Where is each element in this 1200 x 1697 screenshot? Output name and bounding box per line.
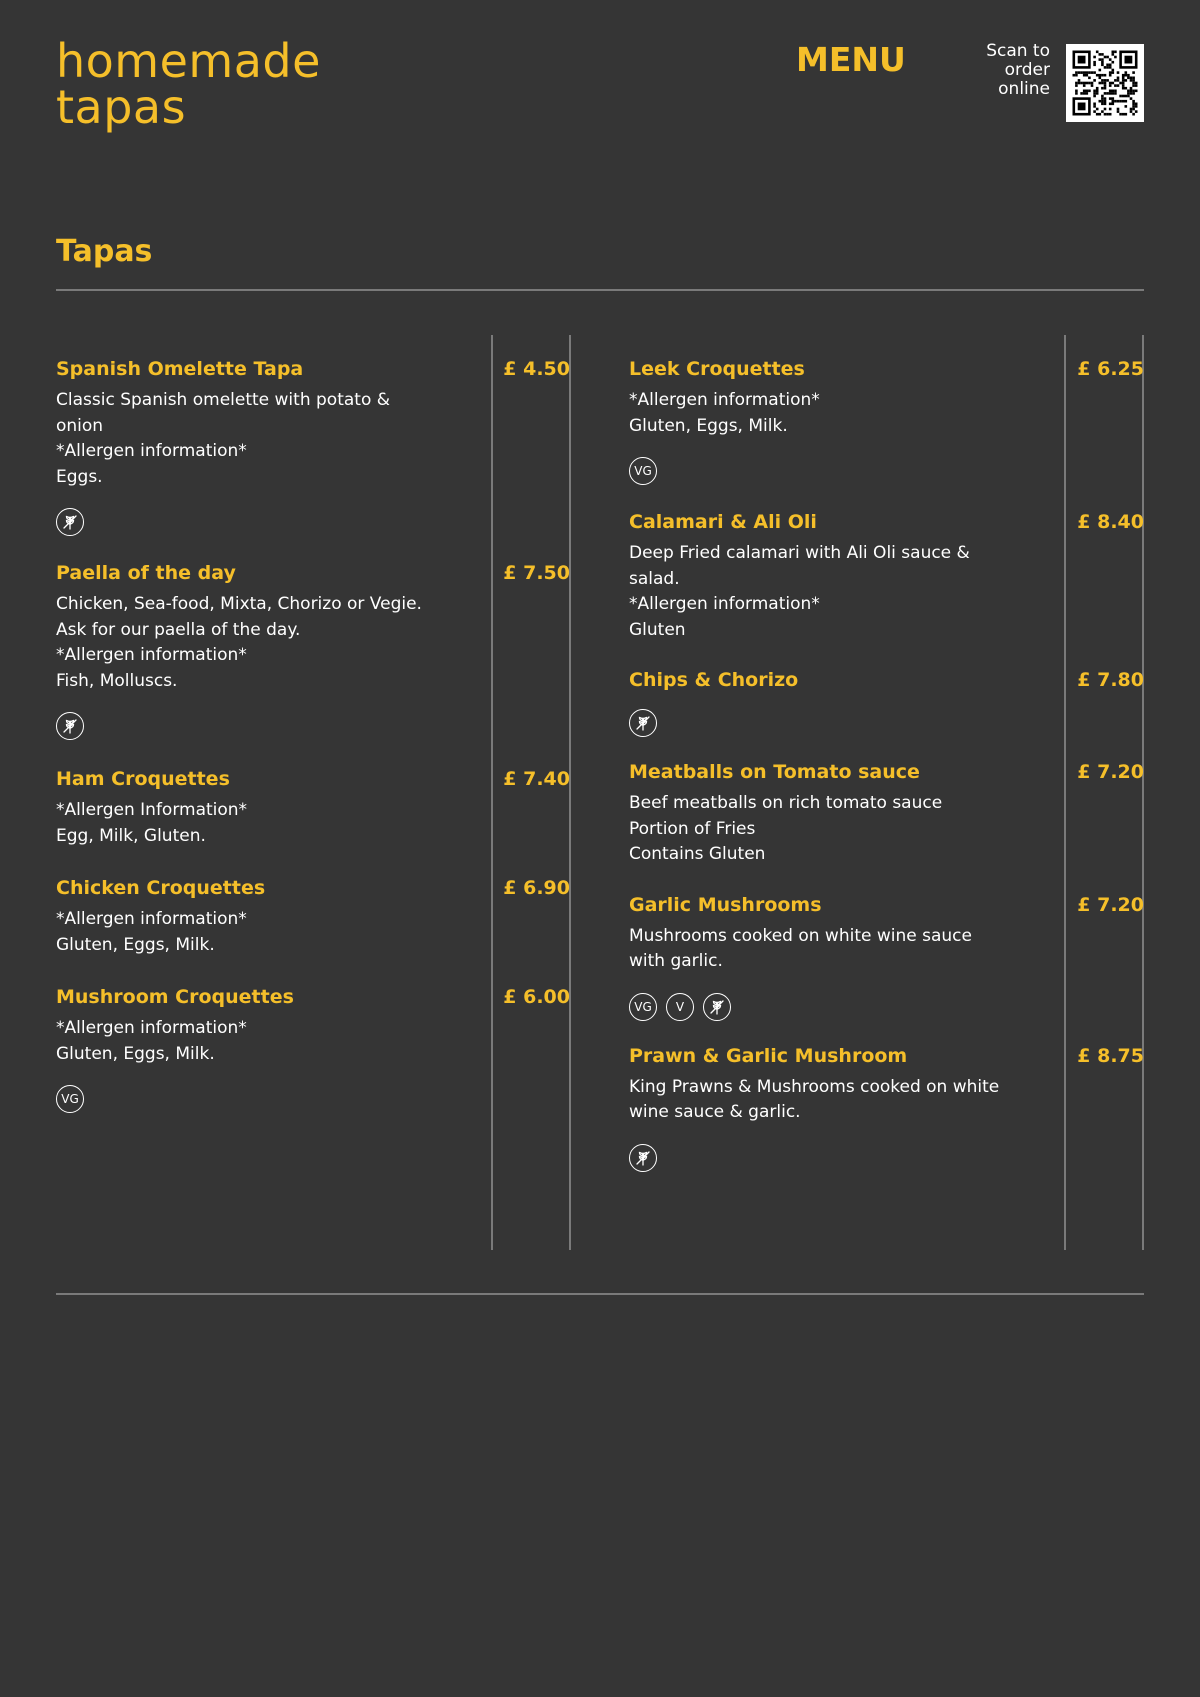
- menu-column-right: [629, 332, 1144, 1172]
- description-line: *Allergen Information*: [56, 800, 248, 820]
- menu-item-name: Paella of the day: [56, 562, 236, 584]
- description-line: Egg, Milk, Gluten.: [56, 825, 206, 846]
- menu-item-name: Prawn & Garlic Mushroom: [629, 1044, 908, 1067]
- description-line: *Allergen information*: [56, 645, 247, 665]
- description-line: *Allergen information*: [56, 441, 247, 461]
- menu-item-price: £ 8.40: [1077, 511, 1144, 533]
- description-line: wine sauce & garlic.: [629, 1102, 801, 1122]
- brand-logo: [56, 34, 321, 134]
- gluten-free-icon: [56, 712, 84, 740]
- brand-line-1: homemade: [56, 34, 321, 88]
- description-line: Ask for our paella of the day.: [56, 619, 301, 640]
- menu-item-header: [629, 665, 1144, 695]
- description-line: Fish, Molluscs.: [56, 670, 178, 691]
- menu-item-price: £ 6.25: [1077, 358, 1144, 380]
- dietary-badges: [629, 709, 1144, 737]
- menu-item-header: [56, 354, 570, 384]
- scan-line-1: Scan to: [986, 41, 1050, 61]
- menu-item-price: £ 7.50: [503, 562, 570, 584]
- description-line: salad.: [629, 568, 680, 589]
- qr-code-icon[interactable]: [1066, 44, 1144, 122]
- menu-item-name: Mushroom Croquettes: [56, 986, 294, 1008]
- menu-item-description: [629, 388, 1029, 439]
- menu-item-description: [629, 791, 1029, 868]
- dietary-badges: [629, 457, 1144, 485]
- description-line: Beef meatballs on rich tomato sauce: [629, 793, 943, 813]
- menu-heading: MENU: [796, 40, 906, 79]
- menu-item-name: Leek Croquettes: [629, 358, 805, 380]
- menu-item: [56, 558, 570, 740]
- menu-item-header: [629, 1041, 1144, 1071]
- menu-item-name: Ham Croquettes: [56, 768, 230, 790]
- menu-item: [629, 1041, 1144, 1172]
- section-divider-top: [56, 289, 1144, 291]
- menu-item-header: [56, 558, 570, 588]
- menu-item: [56, 982, 570, 1113]
- dietary-badges: [629, 993, 1144, 1021]
- menu-item-description: [629, 924, 1029, 975]
- vegan-icon: VG: [629, 993, 657, 1021]
- menu-item: [629, 665, 1144, 737]
- menu-column-left: [56, 332, 570, 1113]
- menu-item: [629, 890, 1144, 1021]
- menu-item-description: [629, 541, 1029, 643]
- menu-item-price: £ 6.00: [503, 986, 570, 1008]
- description-line: Gluten, Eggs, Milk.: [56, 934, 215, 955]
- menu-item-name: Garlic Mushrooms: [629, 893, 822, 916]
- menu-item-description: [56, 907, 456, 958]
- scan-to-order-text: [986, 42, 1050, 99]
- menu-item-description: [56, 388, 456, 490]
- description-line: Chicken, Sea-food, Mixta, Chorizo or Vegie.: [56, 594, 422, 614]
- scan-line-2: order: [1004, 60, 1050, 80]
- menu-item-name: Calamari & Ali Oli: [629, 511, 817, 533]
- gluten-free-icon: [703, 993, 731, 1021]
- menu-item: [56, 873, 570, 958]
- dietary-badges: [56, 508, 570, 536]
- menu-item-price: £ 7.20: [1077, 893, 1144, 916]
- description-line: *Allergen information*: [56, 1018, 247, 1038]
- description-line: Mushrooms cooked on white wine sauce: [629, 925, 972, 946]
- vegetarian-icon: V: [666, 993, 694, 1021]
- dietary-badges: [629, 1144, 1144, 1172]
- vegan-icon: VG: [56, 1085, 84, 1113]
- menu-item-name: Chips & Chorizo: [629, 669, 799, 691]
- menu-item-header: [629, 757, 1144, 787]
- menu-item-header: [56, 764, 570, 794]
- menu-item-header: [629, 507, 1144, 537]
- gluten-free-icon: [629, 709, 657, 737]
- menu-item-price: £ 7.20: [1077, 761, 1144, 783]
- menu-item-name: Spanish Omelette Tapa: [56, 358, 304, 380]
- menu-item-description: [56, 592, 456, 694]
- description-line: Deep Fried calamari with Ali Oli sauce &: [629, 543, 970, 563]
- description-line: *Allergen information*: [629, 390, 820, 410]
- menu-item-description: [56, 1016, 456, 1067]
- description-line: *Allergen information*: [56, 909, 247, 929]
- section-title: Tapas: [56, 234, 153, 269]
- description-line: King Prawns & Mushrooms cooked on white: [629, 1076, 1000, 1097]
- menu-item-description: [56, 798, 456, 849]
- gluten-free-icon: [629, 1144, 657, 1172]
- menu-item-name: Chicken Croquettes: [56, 877, 266, 899]
- menu-item: [629, 354, 1144, 485]
- menu-item-price: £ 7.40: [503, 768, 570, 790]
- description-line: Contains Gluten: [629, 844, 766, 864]
- description-line: Portion of Fries: [629, 818, 756, 839]
- menu-item-header: [56, 873, 570, 903]
- menu-item-price: £ 8.75: [1077, 1044, 1144, 1067]
- description-line: Classic Spanish omelette with potato &: [56, 390, 390, 410]
- dietary-badges: [56, 712, 570, 740]
- description-line: *Allergen information*: [629, 594, 820, 614]
- menu-item-price: £ 7.80: [1077, 669, 1144, 691]
- menu-item-name: Meatballs on Tomato sauce: [629, 761, 920, 783]
- description-line: Gluten: [629, 619, 686, 640]
- brand-line-2: tapas: [56, 80, 187, 134]
- menu-item-header: [56, 982, 570, 1012]
- menu-item-description: [629, 1075, 1029, 1126]
- description-line: Eggs.: [56, 466, 103, 487]
- gluten-free-icon: [56, 508, 84, 536]
- description-line: onion: [56, 415, 104, 436]
- description-line: Gluten, Eggs, Milk.: [629, 415, 788, 436]
- menu-item-header: [629, 354, 1144, 384]
- scan-line-3: online: [998, 79, 1050, 99]
- vegan-icon: VG: [629, 457, 657, 485]
- menu-item: [56, 764, 570, 849]
- menu-item-header: [629, 890, 1144, 920]
- description-line: Gluten, Eggs, Milk.: [56, 1043, 215, 1064]
- menu-item-price: £ 6.90: [503, 877, 570, 899]
- menu-item: [629, 757, 1144, 868]
- menu-item: [56, 354, 570, 536]
- section-divider-bottom: [56, 1293, 1144, 1295]
- description-line: with garlic.: [629, 951, 723, 971]
- dietary-badges: [56, 1085, 570, 1113]
- menu-item-price: £ 4.50: [503, 358, 570, 380]
- menu-item: [629, 507, 1144, 643]
